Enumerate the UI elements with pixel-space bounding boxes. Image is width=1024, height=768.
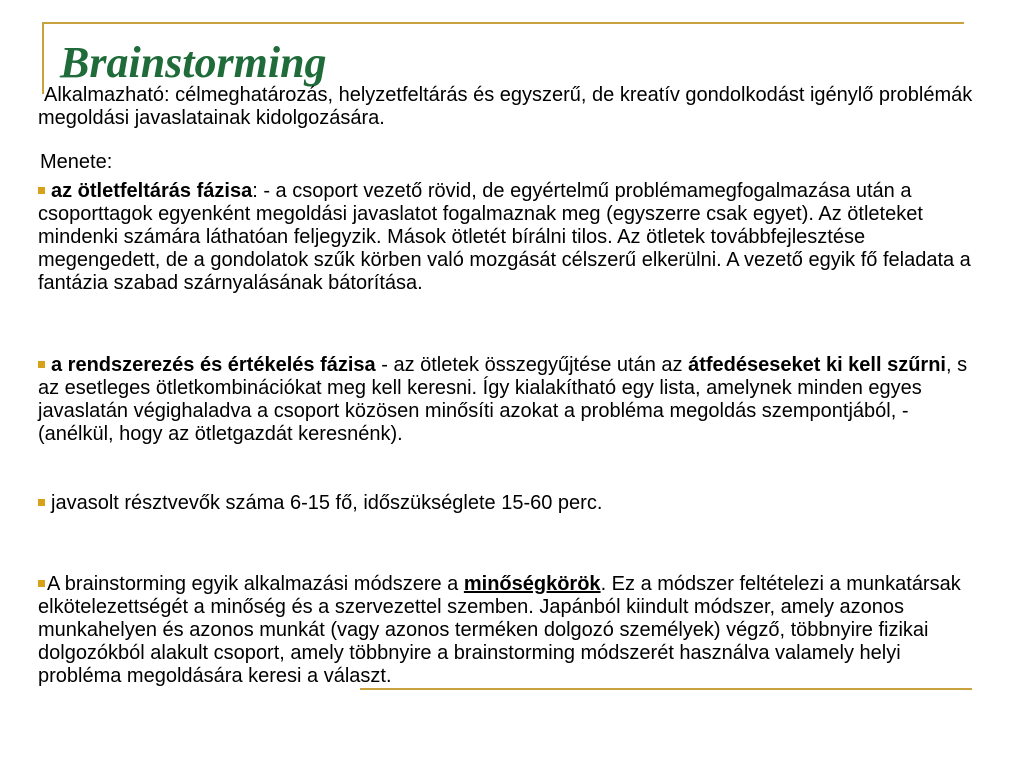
top-rule: [42, 22, 964, 24]
participants-paragraph: [38, 492, 973, 515]
menete-label: Menete:: [40, 151, 113, 173]
phase2-paragraph: [38, 354, 973, 446]
quality-text-a: A brainstorming egyik alkalmazási módszere a: [47, 573, 464, 595]
phase1-title: az ötletfeltárás fázisa: [51, 180, 253, 202]
bullet-icon: [38, 580, 45, 587]
phase1-paragraph: [38, 180, 973, 295]
bullet-icon: [38, 361, 45, 368]
bullet-icon: [38, 499, 45, 506]
phase2-title: a rendszerezés és értékelés fázisa: [51, 354, 376, 376]
phase2-text-b: , s az esetleges ötletkombinációkat meg kell keresni. Így kialakítható egy lista, amelynek minden egyes javaslatán végighaladva a csoport közösen minősíti azokat a probléma megoldás szempontjából, -(anélkül, hogy az ötletgazdát keresnénk).: [38, 354, 968, 445]
bullet-icon: [38, 187, 45, 194]
intro-paragraph: Alkalmazható: célmeghatározás, helyzetfeltárás és egyszerű, de kreatív gondolkodást igénylő problémák megoldási javaslatainak kidolgozására.: [38, 84, 973, 129]
quality-text-b: . Ez a módszer feltételezi a munkatársak elkötelezettségét a minőség és a szervezettel szemben. Japánból kiindult módszer, amely azonos munkahelyen és azonos munkát (vagy azonos terméken dolgozó személyek) végző, többnyire fizikai dolgozókból alakult csoport, amely többnyire a brainstorming módszerét használva valamely helyi probléma megoldására keresi a választ.: [38, 573, 961, 687]
phase2-text-a: - az ötletek összegyűjtése után az: [375, 354, 689, 376]
quality-circles-link[interactable]: minőségkörök: [463, 573, 601, 595]
slide-title: Brainstorming: [60, 38, 327, 87]
phase2-emphasis: átfedéseseket ki kell szűrni: [688, 354, 946, 376]
bottom-rule: [360, 688, 972, 690]
phase1-text: : - a csoport vezető rövid, de egyértelmű problémamegfogalmazása után a csoporttagok egyenként megoldási javaslatot fogalmaznak meg (egyszerre csak egyet). Az ötleteket mindenki számára láthatóan feljegyzik. Mások ötletét bírálni tilos. Az ötletek továbbfejlesztése megengedett, de a gondolatok szűk körben való mozgását célszerű elkerülni. A vezető egyik fő feladata a fantázia szabad szárnyalásának bátorítása.: [38, 180, 971, 294]
quality-paragraph: [38, 573, 973, 688]
participants-text: javasolt résztvevők száma 6-15 fő, időszükséglete 15-60 perc.: [51, 492, 603, 514]
